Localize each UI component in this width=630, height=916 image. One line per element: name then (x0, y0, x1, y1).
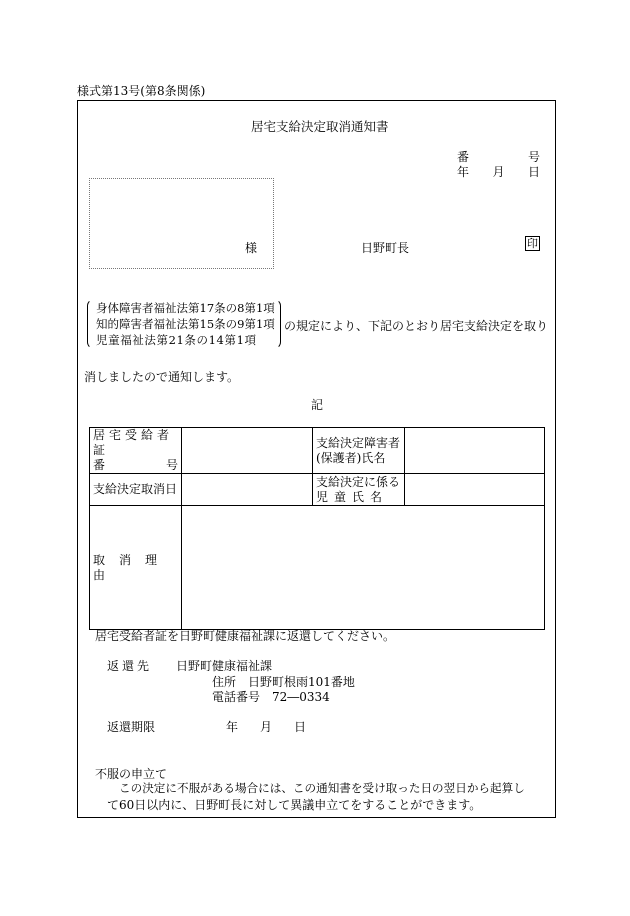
sender-name: 日野町長 (361, 241, 410, 255)
ki-heading: 記 (311, 398, 324, 412)
body-text: 消しましたので通知します。 (84, 370, 240, 384)
addressee-honorific: 様 (245, 241, 258, 255)
deadline-date: 年 月 日 (226, 720, 306, 734)
child-name-field[interactable] (405, 474, 545, 506)
document-title: 居宅支給決定取消通知書 (251, 119, 389, 134)
return-notice: 居宅受給者証を日野町健康福祉課に返還してください。 (95, 629, 396, 643)
objection-heading: 不服の申立て (95, 767, 168, 781)
cert-number-field[interactable] (182, 428, 313, 474)
objection-text: この決定に不服がある場合には、この通知書を受け取った日の翌日から起算し (119, 781, 525, 795)
reason-field[interactable] (182, 506, 545, 630)
child-name-label: 支給決定に係る 児童氏名 (313, 474, 405, 506)
return-office: 日野町健康福祉課 (176, 659, 273, 673)
reason-label: 取消理由 (90, 506, 182, 630)
disabled-person-label: 支給決定障害者 (保護者)氏名 (313, 428, 405, 474)
law-item: 身体障害者福祉法第17条の8第1項 (96, 301, 275, 315)
disabled-person-field[interactable] (405, 428, 545, 474)
number-label: 番 号 (457, 150, 540, 164)
return-to-label: 返還先 (107, 659, 153, 673)
return-address: 住所 日野町根雨101番地 (212, 675, 355, 689)
form-number: 様式第13号(第8条関係) (77, 84, 206, 98)
objection-text: て60日以内に、日野町長に対して異議申立てをすることができます。 (107, 798, 482, 812)
law-item: 児童福祉法第21条の14第1項 (96, 333, 257, 347)
body-text: の規定により、下記のとおり居宅支給決定を取り (284, 319, 549, 333)
cert-number-label: 居宅受給者証 番 号 (90, 428, 182, 474)
deadline-label: 返還期限 (107, 720, 156, 734)
date-label: 年 月 日 (457, 165, 540, 179)
seal-mark: 印 (527, 237, 538, 250)
details-table (89, 427, 545, 630)
cancel-date-label: 支給決定取消日 (90, 474, 182, 506)
law-item: 知的障害者福祉法第15条の9第1項 (96, 317, 275, 331)
return-phone: 電話番号 72―0334 (212, 690, 330, 704)
cancel-date-field[interactable] (182, 474, 313, 506)
